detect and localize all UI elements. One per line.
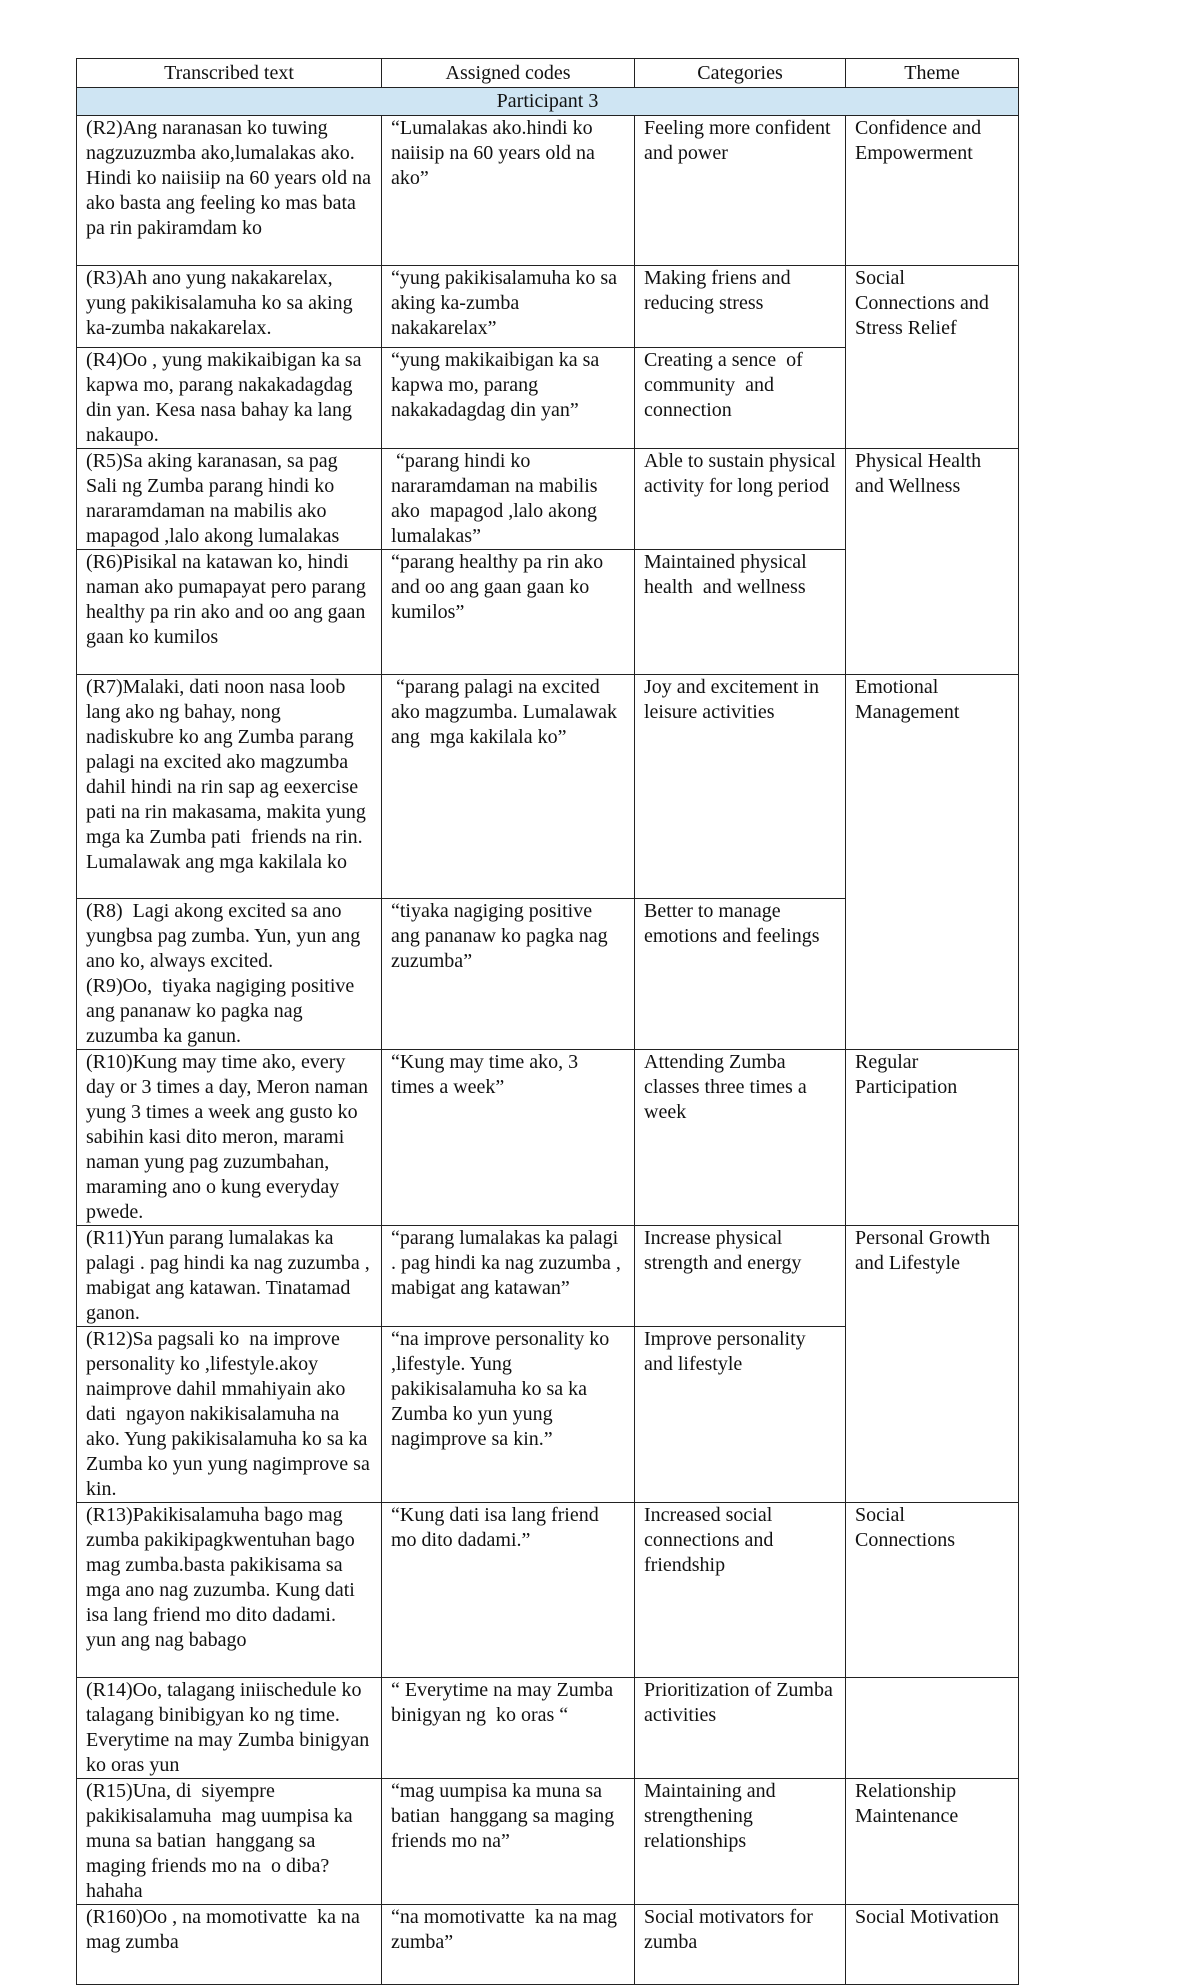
assigned-code-cell	[382, 1226, 635, 1327]
transcribed-text-cell	[77, 1050, 382, 1226]
header-theme: Theme	[846, 59, 1019, 88]
assigned-code-cell	[382, 1779, 635, 1905]
transcribed-text-cell	[77, 675, 382, 899]
theme-cell	[846, 1226, 1019, 1503]
transcribed-text-cell	[77, 1226, 382, 1327]
transcribed-text-cell	[77, 348, 382, 449]
category: Better to manage emotions and feelings	[644, 900, 820, 947]
assigned-code: “parang hindi ko nararamdaman na mabilis ako mapagod ,lalo akong lumalakas”	[391, 450, 603, 547]
category-cell	[635, 1503, 846, 1678]
table-row	[77, 449, 1019, 550]
table-row	[77, 266, 1019, 348]
assigned-code: “Kung dati isa lang friend mo dito dadami.”	[391, 1504, 604, 1551]
assigned-code: “yung pakikisalamuha ko sa aking ka-zumba nakakarelax”	[391, 267, 623, 339]
category: Social motivators for zumba	[644, 1906, 818, 1953]
transcribed-text: (R3)Ah ano yung nakakarelax, yung pakikisalamuha ko sa aking ka-zumba nakakarelax.	[86, 267, 358, 339]
assigned-code-cell	[382, 675, 635, 899]
assigned-code: “mag uumpisa ka muna sa batian hanggang sa maging friends mo na”	[391, 1780, 620, 1852]
category-cell	[635, 1779, 846, 1905]
transcribed-text: (R10)Kung may time ako, every day or 3 times a day, Meron naman yung 3 times a week ang gusto ko sabihin kasi dito meron, marami naman yung pag zuzumbahan, maraming ano o kung everyday pwede.	[86, 1051, 373, 1223]
assigned-code: “ Everytime na may Zumba binigyan ng ko oras “	[391, 1679, 619, 1726]
category-cell	[635, 675, 846, 899]
transcribed-text-cell	[77, 1779, 382, 1905]
transcribed-text: (R160)Oo , na momotivatte ka na mag zumba	[86, 1906, 365, 1953]
table-row	[77, 1779, 1019, 1905]
theme: Social Motivation	[855, 1906, 999, 1928]
transcribed-text: (R2)Ang naranasan ko tuwing nagzuzuzmba ako,lumalakas ako. Hindi ko naiisiip na 60 years old na ako basta ang feeling ko mas bata pa rin pakiramdam ko	[86, 117, 376, 239]
assigned-code-cell	[382, 1327, 635, 1503]
category: Joy and excitement in leisure activities	[644, 676, 824, 723]
assigned-code-cell	[382, 1678, 635, 1779]
transcribed-text-cell	[77, 449, 382, 550]
transcribed-text-cell	[77, 116, 382, 266]
transcribed-text-cell	[77, 1503, 382, 1678]
category-cell	[635, 348, 846, 449]
category: Increase physical strength and energy	[644, 1227, 802, 1274]
assigned-code-cell	[382, 550, 635, 675]
assigned-code: “na improve personality ko ,lifestyle. Yung pakikisalamuha ko sa ka Zumba ko yun yung nagimprove sa kin.”	[391, 1328, 615, 1450]
table-row	[77, 116, 1019, 266]
category: Making friens and reducing stress	[644, 267, 796, 314]
table-row	[77, 1678, 1019, 1779]
theme: Relationship Maintenance	[855, 1780, 962, 1827]
table-row	[77, 1905, 1019, 1985]
category-cell	[635, 116, 846, 266]
transcribed-text: (R6)Pisikal na katawan ko, hindi naman ako pumapayat pero parang healthy pa rin ako and oo ang gaan gaan ko kumilos	[86, 551, 371, 648]
header-row	[77, 59, 1019, 88]
transcribed-text: (R14)Oo, talagang iniischedule ko talagang binibigyan ko ng time. Everytime na may Zumba binigyan ko oras yun	[86, 1679, 375, 1776]
category: Improve personality and lifestyle	[644, 1328, 811, 1375]
participant-row	[77, 88, 1019, 116]
assigned-code-cell	[382, 899, 635, 1050]
transcribed-text: (R15)Una, di siyempre pakikisalamuha mag uumpisa ka muna sa batian hanggang sa maging friends mo na o diba? hahaha	[86, 1780, 358, 1902]
category-cell	[635, 550, 846, 675]
category: Prioritization of Zumba activities	[644, 1679, 838, 1726]
theme-cell	[846, 116, 1019, 266]
transcribed-text-cell	[77, 266, 382, 348]
table-row	[77, 1226, 1019, 1327]
theme-cell	[846, 266, 1019, 449]
assigned-code: “parang healthy pa rin ako and oo ang gaan gaan ko kumilos”	[391, 551, 609, 623]
transcribed-text-cell	[77, 1327, 382, 1503]
coding-table	[76, 58, 1019, 1985]
category: Maintained physical health and wellness	[644, 551, 812, 598]
theme: Social Connections	[855, 1504, 955, 1551]
transcribed-text: (R8) Lagi akong excited sa ano yungbsa pag zumba. Yun, yun ang ano ko, always excited. (R9)Oo, tiyaka nagiging positive ang pananaw ko pagka nag zuzumba ka ganun.	[86, 900, 361, 1047]
category-cell	[635, 1226, 846, 1327]
category-cell	[635, 1050, 846, 1226]
assigned-code: “yung makikaibigan ka sa kapwa mo, parang nakakadagdag din yan”	[391, 349, 605, 421]
transcribed-text-cell	[77, 1905, 382, 1985]
assigned-code: “parang palagi na excited ako magzumba. Lumalawak ang mga kakilala ko”	[391, 676, 623, 748]
assigned-code-cell	[382, 116, 635, 266]
category: Attending Zumba classes three times a week	[644, 1051, 812, 1123]
transcribed-text-cell	[77, 550, 382, 675]
header-transcribed-text: Transcribed text	[77, 59, 382, 88]
assigned-code: “Kung may time ako, 3 times a week”	[391, 1051, 584, 1098]
transcribed-text-cell	[77, 899, 382, 1050]
assigned-code: “Lumalakas ako.hindi ko naiisip na 60 years old na ako”	[391, 117, 600, 189]
category: Able to sustain physical activity for long period	[644, 450, 841, 497]
category: Increased social connections and friendship	[644, 1504, 779, 1576]
transcribed-text: (R5)Sa aking karanasan, sa pag Sali ng Zumba parang hindi ko nararamdaman na mabilis ako mapagod ,lalo akong lumalakas	[86, 450, 343, 547]
theme: Emotional Management	[855, 676, 960, 723]
table-row	[77, 1503, 1019, 1678]
theme-cell	[846, 1503, 1019, 1678]
assigned-code-cell	[382, 449, 635, 550]
transcribed-text: (R12)Sa pagsali ko na improve personality ko ,lifestyle.akoy naimprove dahil mmahiyain ako dati ngayon nakikisalamuha na ako. Yung pakikisalamuha ko sa ka Zumba ko yun yung nagimprove sa kin.	[86, 1328, 375, 1500]
theme: Physical Health and Wellness	[855, 450, 987, 497]
theme-cell	[846, 1050, 1019, 1226]
category: Feeling more confident and power	[644, 117, 836, 164]
assigned-code-cell	[382, 1503, 635, 1678]
transcribed-text: (R13)Pakikisalamuha bago mag zumba pakikipagkwentuhan bago mag zumba.basta pakikisama sa mga ano nag zuzumba. Kung dati isa lang friend mo dito dadami. yun ang nag babago	[86, 1504, 360, 1651]
theme: Confidence and Empowerment	[855, 117, 987, 164]
category-cell	[635, 899, 846, 1050]
assigned-code-cell	[382, 348, 635, 449]
header-assigned-codes: Assigned codes	[382, 59, 635, 88]
category-cell	[635, 266, 846, 348]
table-row	[77, 1050, 1019, 1226]
table-row	[77, 675, 1019, 899]
theme: Social Connections and Stress Relief	[855, 267, 994, 339]
theme-cell	[846, 675, 1019, 1050]
category: Creating a sence of community and connection	[644, 349, 808, 421]
assigned-code: “na momotivatte ka na mag zumba”	[391, 1906, 623, 1953]
assigned-code-cell	[382, 1905, 635, 1985]
category-cell	[635, 1327, 846, 1503]
category-cell	[635, 449, 846, 550]
theme-cell	[846, 1905, 1019, 1985]
theme-cell	[846, 449, 1019, 675]
assigned-code: “parang lumalakas ka palagi . pag hindi ka nag zuzumba , mabigat ang katawan”	[391, 1227, 626, 1299]
category-cell	[635, 1905, 846, 1985]
transcribed-text: (R7)Malaki, dati noon nasa loob lang ako ng bahay, nong nadiskubre ko ang Zumba parang palagi na excited ako magzumba dahil hindi na rin sap ag eexercise pati na rin makasama, makita yung mga ka Zumba pati friends na rin. Lumalawak ang mga kakilala ko	[86, 676, 371, 873]
theme-cell	[846, 1678, 1019, 1779]
assigned-code: “tiyaka nagiging positive ang pananaw ko pagka nag zuzumba”	[391, 900, 613, 972]
category: Maintaining and strengthening relationships	[644, 1780, 781, 1852]
theme: Regular Participation	[855, 1051, 958, 1098]
participant-label: Participant 3	[77, 88, 1019, 116]
assigned-code-cell	[382, 266, 635, 348]
transcribed-text: (R11)Yun parang lumalakas ka palagi . pag hindi ka nag zuzumba , mabigat ang katawan. Tinatamad ganon.	[86, 1227, 375, 1324]
transcribed-text: (R4)Oo , yung makikaibigan ka sa kapwa mo, parang nakakadagdag din yan. Kesa nasa bahay ka lang nakaupo.	[86, 349, 367, 446]
assigned-code-cell	[382, 1050, 635, 1226]
theme-cell	[846, 1779, 1019, 1905]
header-categories: Categories	[635, 59, 846, 88]
category-cell	[635, 1678, 846, 1779]
theme: Personal Growth and Lifestyle	[855, 1227, 995, 1274]
transcribed-text-cell	[77, 1678, 382, 1779]
